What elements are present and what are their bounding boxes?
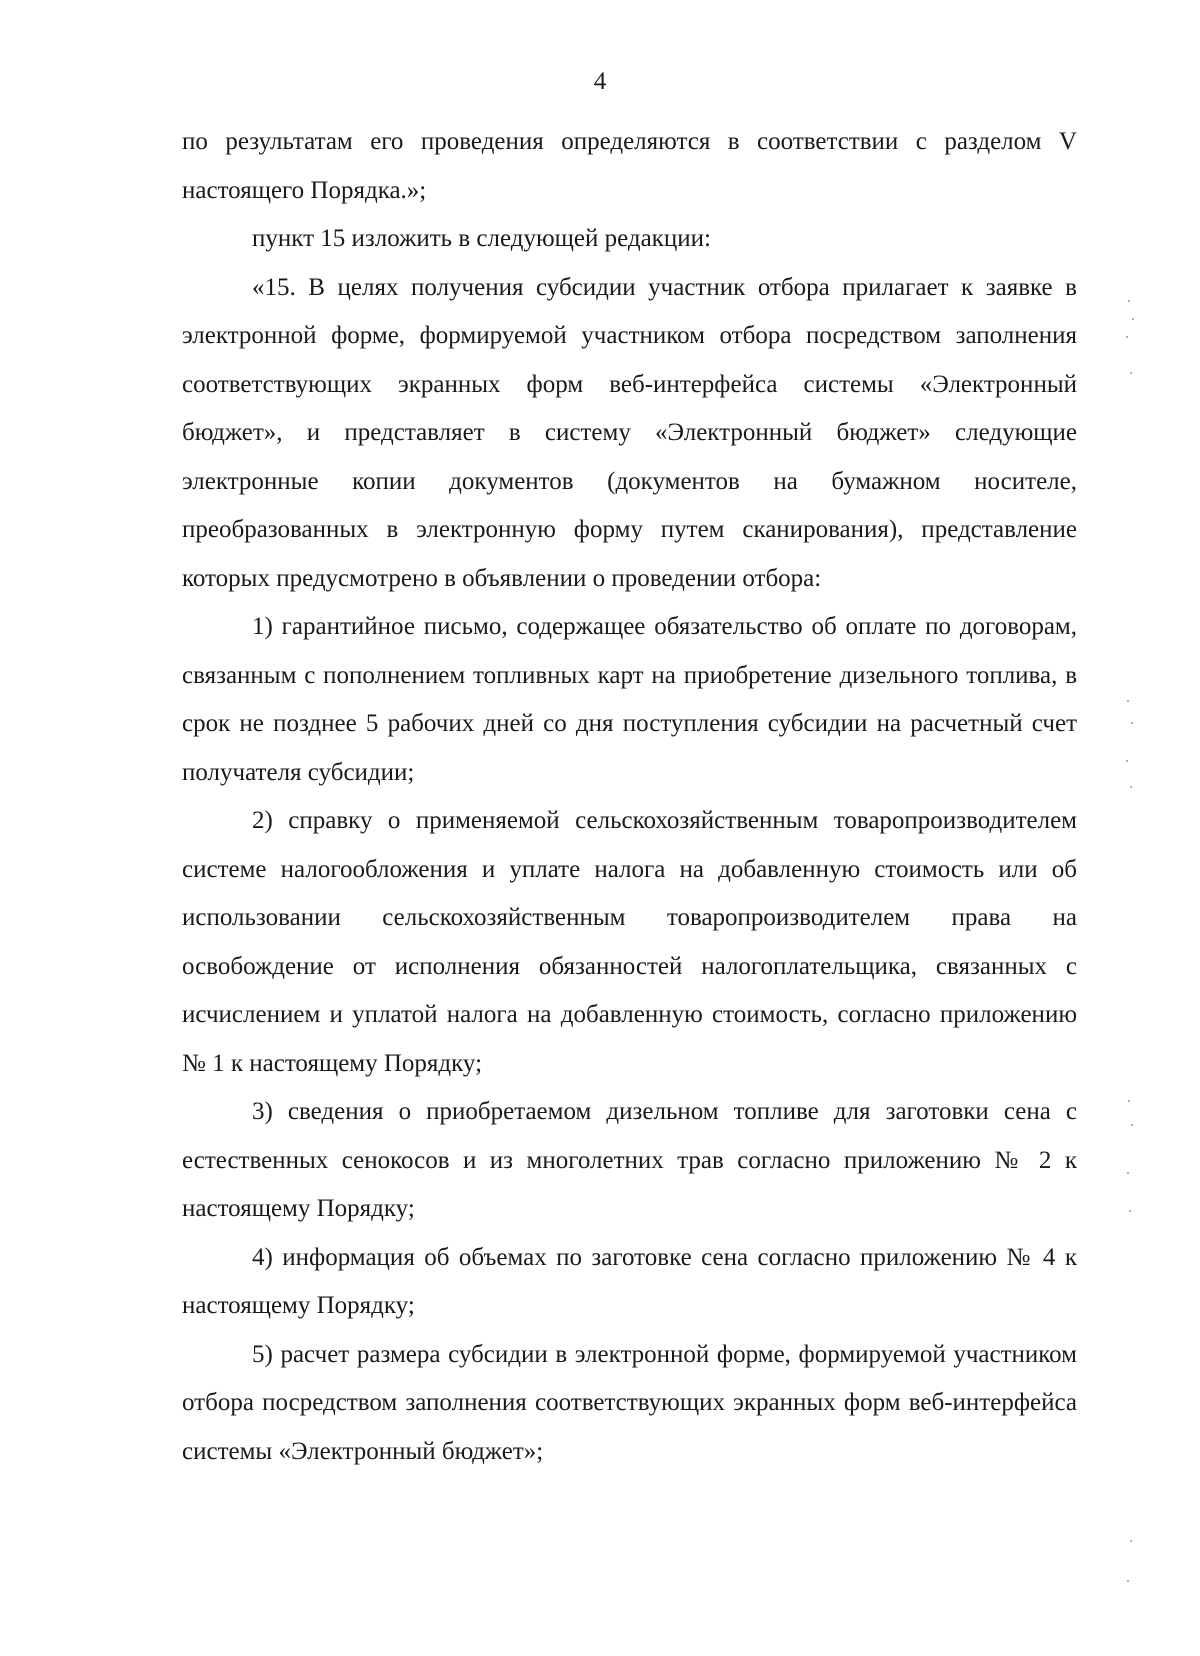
scan-speck: [1130, 1540, 1132, 1542]
list-item-1: 1) гарантийное письмо, содержащее обязательство об оплате по договорам, связанным с пополнением топливных карт на приобретение дизельного топлива, в срок не позднее 5 рабочих дней со дня поступления субсидии на расчетный счет получателя субсидии;: [182, 613, 1077, 786]
list-item-3: 3) сведения о приобретаемом дизельном топливе для заготовки сена с естественных сенокосов и из многолетних трав согласно приложению № 2 к настоящему Порядку;: [182, 1098, 1077, 1222]
scan-speck: [1128, 1100, 1130, 1102]
scan-speck: [1127, 1580, 1129, 1582]
paragraph-amendment-intro: пункт 15 изложить в следующей редакции:: [252, 225, 711, 252]
scan-speck: [1130, 786, 1132, 788]
scan-speck: [1131, 1124, 1133, 1126]
list-item-4: 4) информация об объемах по заготовке сена согласно приложению № 4 к настоящему Порядку;: [182, 1243, 1077, 1319]
scan-speck: [1129, 1210, 1131, 1212]
scan-speck: [1132, 318, 1134, 320]
page-number: 4: [593, 68, 607, 95]
scan-speck: [1127, 1172, 1129, 1174]
scan-speck: [1128, 300, 1130, 302]
document-body: [182, 118, 1077, 1476]
paragraph-continuation: по результатам его проведения определяются в соответствии с разделом V настоящего Порядка.»;: [182, 128, 1077, 204]
scan-speck: [1127, 700, 1129, 702]
scan-speck: [1126, 760, 1128, 762]
scan-speck: [1130, 372, 1132, 374]
scan-speck: [1131, 722, 1133, 724]
scan-speck: [1126, 336, 1128, 338]
list-item-5: 5) расчет размера субсидии в электронной форме, формируемой участником отбора посредством заполнения соответствующих экранных форм веб-интерфейса системы «Электронный бюджет»;: [182, 1340, 1077, 1465]
list-item-2: 2) справку о применяемой сельскохозяйственным товаропроизводителем системе налогообложения и уплате налога на добавленную стоимость или об использовании сельскохозяйственным товаропроизводителем права на освобождение от исполнения обязанностей налогоплательщика, связанных с исчислением и уплатой налога на добавленную стоимость, согласно приложению № 1 к настоящему Порядку;: [182, 807, 1077, 1077]
paragraph-clause-15: «15. В целях получения субсидии участник отбора прилагает к заявке в электронной форме, формируемой участником отбора посредством заполнения соответствующих экранных форм веб-интерфейса системы «Электронный бюджет», и представляет в систему «Электронный бюджет» следующие электронные копии документов (документов на бумажном носителе, преобразованных в электронную форму путем сканирования), представление которых предусмотрено в объявлении о проведении отбора:: [182, 273, 1077, 592]
